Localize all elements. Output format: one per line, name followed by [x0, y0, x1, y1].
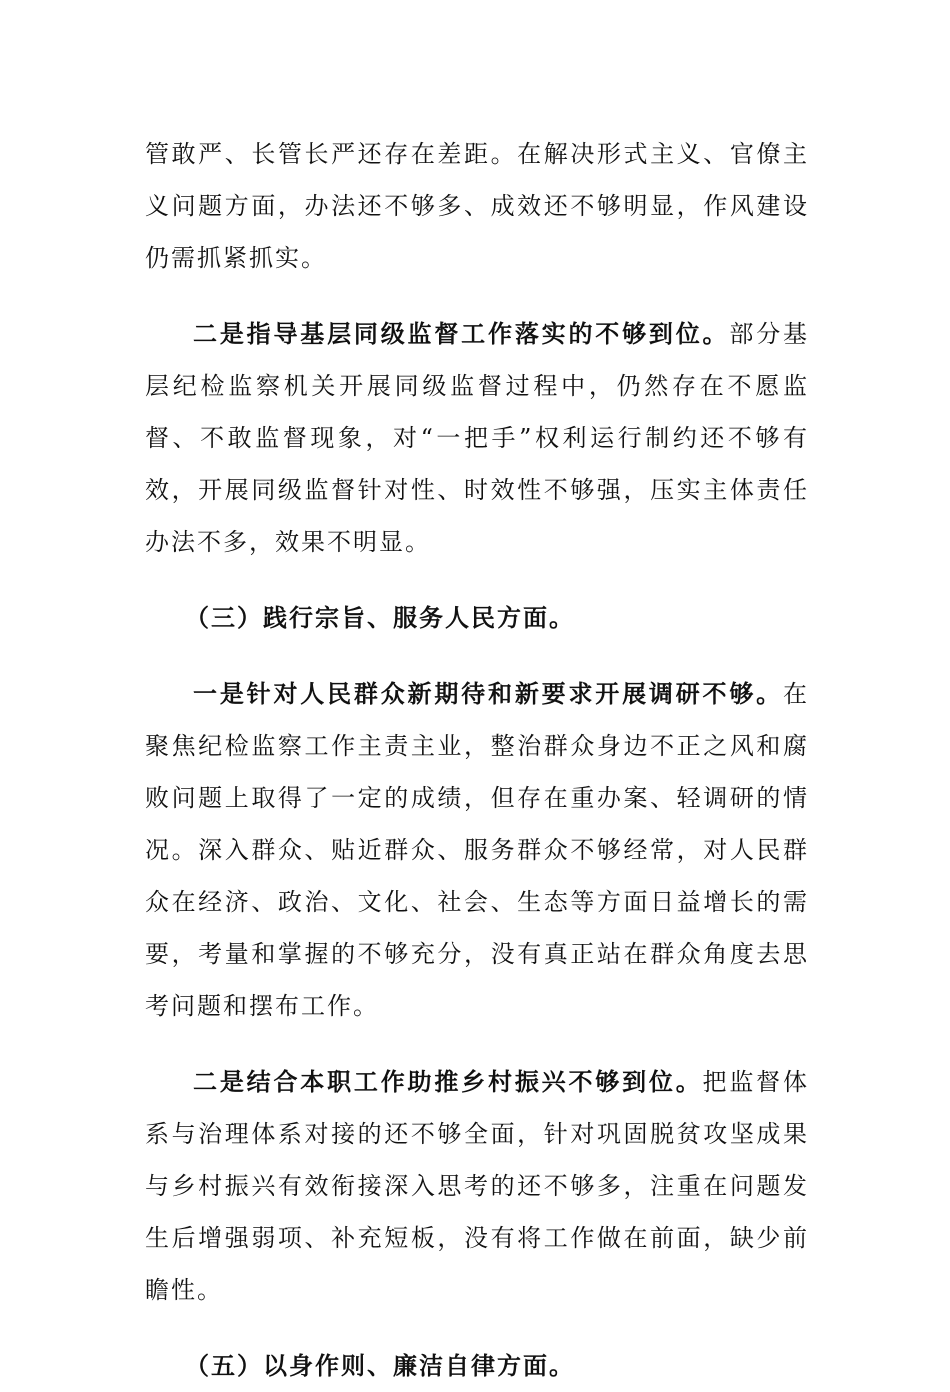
paragraph-text: 在聚焦纪检监察工作主责主业，整治群众身边不正之风和腐败问题上取得了一定的成绩，但存在重办案、轻调研的情况。深入群众、贴近群众、服务群众不够经常，对人民群众在经济、政治、文化、社会、生态等方面日益增长的需要，考量和掌握的不够充分，没有真正站在群众角度去思考问题和摆布工作。 [145, 680, 809, 1020]
paragraph-text: 把监督体系与治理体系对接的还不够全面，针对巩固脱贫攻坚成果与乡村振兴有效衔接深入思考的还不够多，注重在问题发生后增强弱项、补充短板，没有将工作做在前面，缺少前瞻性。 [145, 1068, 810, 1304]
paragraph-supervision [145, 308, 809, 568]
paragraph-lead: 二是结合本职工作助推乡村振兴不够到位。 [193, 1068, 703, 1096]
paragraph-research [145, 668, 809, 1032]
paragraph-text: 部分基层纪检监察机关开展同级监督过程中，仍然存在不愿监督、不敢监督现象，对“一把手”权利运行制约还不够有效，开展同级监督针对性、时效性不够强，压实主体责任办法不多，效果不明显。 [145, 320, 810, 556]
paragraph-lead: 一是针对人民群众新期待和新要求开展调研不够。 [193, 680, 783, 708]
section-heading-five: （五）以身作则、廉洁自律方面。 [185, 1352, 575, 1380]
paragraph-continuation [145, 128, 809, 284]
paragraph-lead: 二是指导基层同级监督工作落实的不够到位。 [193, 320, 730, 348]
section-heading-three: （三）践行宗旨、服务人民方面。 [185, 604, 575, 632]
document-body [145, 128, 809, 1392]
paragraph-text: 管敢严、长管长严还存在差距。在解决形式主义、官僚主义问题方面，办法还不够多、成效还不够明显，作风建设仍需抓紧抓实。 [145, 140, 809, 272]
paragraph-rural-revitalization [145, 1056, 809, 1316]
